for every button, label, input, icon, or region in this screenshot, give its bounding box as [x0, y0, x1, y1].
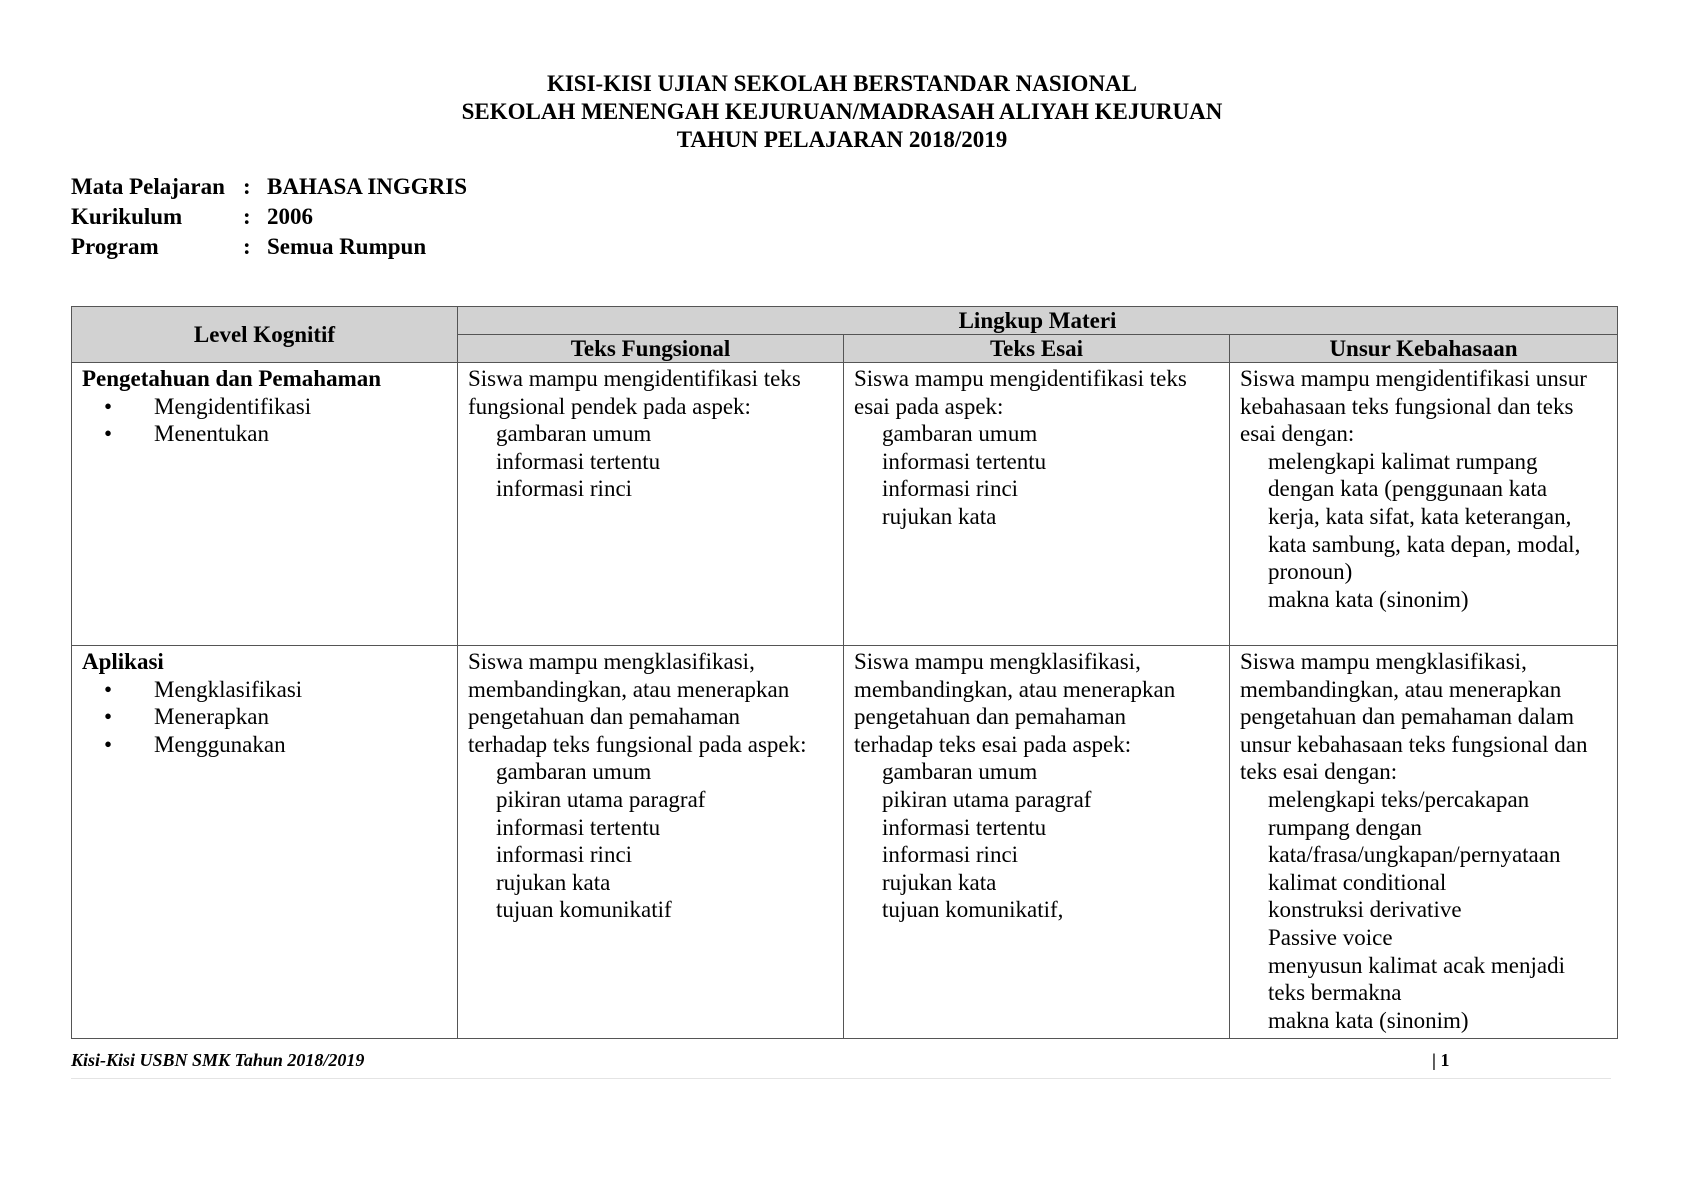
aspect-item: pikiran utama paragraf [496, 786, 706, 812]
intro-line: terhadap teks esai pada aspek: [854, 731, 1132, 757]
bullet-item: • Mengklasifikasi [104, 676, 303, 702]
bullet-item: • Mengidentifikasi [104, 393, 312, 419]
bullet-item: • Menentukan [104, 421, 269, 447]
meta-sep: : [243, 234, 251, 259]
aspect-item: konstruksi derivative [1268, 897, 1462, 923]
aspect-item: kata/frasa/ungkapan/pernyataan [1268, 842, 1561, 868]
meta-row [71, 232, 467, 262]
intro-line: Siswa mampu mengklasifikasi, [468, 649, 755, 674]
level-cell [72, 646, 458, 1039]
aspect-item: informasi tertentu [882, 448, 1047, 474]
unsur-cell [1230, 363, 1618, 646]
intro-line: teks esai dengan: [1240, 759, 1398, 785]
bullet-text: Menggunakan [154, 731, 286, 757]
intro-line: membandingkan, atau menerapkan [1240, 676, 1562, 702]
page-footer [71, 1050, 1611, 1079]
aspect-item: informasi rinci [496, 476, 633, 502]
level-title: Pengetahuan dan Pemahaman [82, 366, 382, 391]
level-title: Aplikasi [82, 649, 164, 674]
aspect-item: gambaran umum [882, 759, 1038, 785]
intro-line: Siswa mampu mengidentifikasi teks [468, 366, 801, 391]
intro-line: membandingkan, atau menerapkan [468, 676, 790, 702]
aspect-item: makna kata (sinonim) [1268, 586, 1469, 612]
aspect-item: teks bermakna [1268, 980, 1402, 1006]
aspect-item: kalimat conditional [1268, 869, 1447, 895]
intro-line: Siswa mampu mengklasifikasi, [1240, 649, 1527, 674]
aspect-item: informasi rinci [496, 842, 633, 868]
intro-line: kebahasaan teks fungsional dan teks [1240, 393, 1574, 419]
esai-cell [844, 363, 1230, 646]
fungsional-cell [458, 646, 844, 1039]
intro-line: Siswa mampu mengidentifikasi unsur [1240, 366, 1587, 391]
title-line-3: TAHUN PELAJARAN 2018/2019 [676, 127, 1008, 152]
kisi-kisi-table [71, 306, 1618, 1039]
header-lingkup-materi: Lingkup Materi [458, 307, 1618, 335]
page-number: | 1 [1432, 1050, 1450, 1070]
aspect-item: melengkapi kalimat rumpang [1268, 448, 1538, 474]
header-row-1 [72, 307, 1618, 335]
fungsional-cell [458, 363, 844, 646]
aspect-item: menyusun kalimat acak menjadi [1268, 952, 1565, 978]
intro-line: pengetahuan dan pemahaman [468, 704, 741, 730]
aspect-item: gambaran umum [496, 421, 652, 447]
aspect-item: rumpang dengan [1268, 814, 1422, 840]
aspect-item: gambaran umum [882, 421, 1038, 447]
bullet-text: Menerapkan [154, 704, 269, 730]
meta-key: Mata Pelajaran [71, 174, 225, 199]
footer-label: Kisi-Kisi USBN SMK Tahun 2018/2019 [71, 1050, 365, 1070]
bullet-item: • Menggunakan [104, 731, 286, 757]
meta-key: Program [71, 234, 159, 259]
meta-key: Kurikulum [71, 204, 183, 229]
aspect-item: tujuan komunikatif, [882, 897, 1064, 923]
header-teks-esai: Teks Esai [844, 335, 1230, 363]
aspect-item: rujukan kata [882, 503, 997, 529]
aspect-item: informasi tertentu [496, 448, 661, 474]
meta-value: Semua Rumpun [267, 234, 427, 259]
esai-cell [844, 646, 1230, 1039]
meta-sep: : [243, 204, 251, 229]
meta-sep: : [243, 174, 251, 199]
meta-value: 2006 [267, 204, 313, 229]
aspect-item: informasi rinci [882, 842, 1019, 868]
aspect-item: kerja, kata sifat, kata keterangan, [1268, 503, 1572, 529]
bullet-item: • Menerapkan [104, 704, 269, 730]
aspect-item: informasi tertentu [882, 814, 1047, 840]
aspect-item: melengkapi teks/percakapan [1268, 786, 1530, 812]
aspect-item: dengan kata (penggunaan kata [1268, 476, 1548, 502]
intro-line: fungsional pendek pada aspek: [468, 393, 751, 419]
aspect-item: informasi tertentu [496, 814, 661, 840]
title-line-2: SEKOLAH MENENGAH KEJURUAN/MADRASAH ALIYAH KEJURUAN [461, 99, 1223, 124]
meta-value: BAHASA INGGRIS [267, 174, 468, 199]
bullet-text: Mengidentifikasi [154, 393, 312, 419]
table-row [72, 363, 1618, 646]
meta-row [71, 172, 467, 202]
intro-line: esai dengan: [1240, 421, 1355, 447]
header-level-kognitif: Level Kognitif [72, 307, 458, 363]
aspect-item: Passive voice [1268, 924, 1393, 950]
level-cell [72, 363, 458, 646]
aspect-item: pronoun) [1268, 559, 1353, 585]
intro-line: unsur kebahasaan teks fungsional dan [1240, 731, 1588, 757]
aspect-item: rujukan kata [496, 869, 611, 895]
intro-line: esai pada aspek: [854, 393, 1004, 419]
meta-info [71, 172, 467, 262]
document-title [0, 70, 1684, 154]
intro-line: membandingkan, atau menerapkan [854, 676, 1176, 702]
header-unsur-kebahasaan: Unsur Kebahasaan [1230, 335, 1618, 363]
aspect-item: rujukan kata [882, 869, 997, 895]
aspect-item: informasi rinci [882, 476, 1019, 502]
aspect-item: kata sambung, kata depan, modal, [1268, 531, 1581, 557]
aspect-item: pikiran utama paragraf [882, 786, 1092, 812]
aspect-item: gambaran umum [496, 759, 652, 785]
meta-row [71, 202, 467, 232]
header-teks-fungsional: Teks Fungsional [458, 335, 844, 363]
intro-line: Siswa mampu mengklasifikasi, [854, 649, 1141, 674]
unsur-cell [1230, 646, 1618, 1039]
bullet-text: Menentukan [154, 421, 269, 447]
intro-line: pengetahuan dan pemahaman dalam [1240, 704, 1574, 730]
title-line-1: KISI-KISI UJIAN SEKOLAH BERSTANDAR NASIONAL [546, 71, 1138, 96]
aspect-item: tujuan komunikatif [496, 897, 672, 923]
intro-line: Siswa mampu mengidentifikasi teks [854, 366, 1187, 391]
table-row [72, 646, 1618, 1039]
intro-line: pengetahuan dan pemahaman [854, 704, 1127, 730]
bullet-text: Mengklasifikasi [154, 676, 303, 702]
intro-line: terhadap teks fungsional pada aspek: [468, 731, 807, 757]
aspect-item: makna kata (sinonim) [1268, 1007, 1469, 1033]
